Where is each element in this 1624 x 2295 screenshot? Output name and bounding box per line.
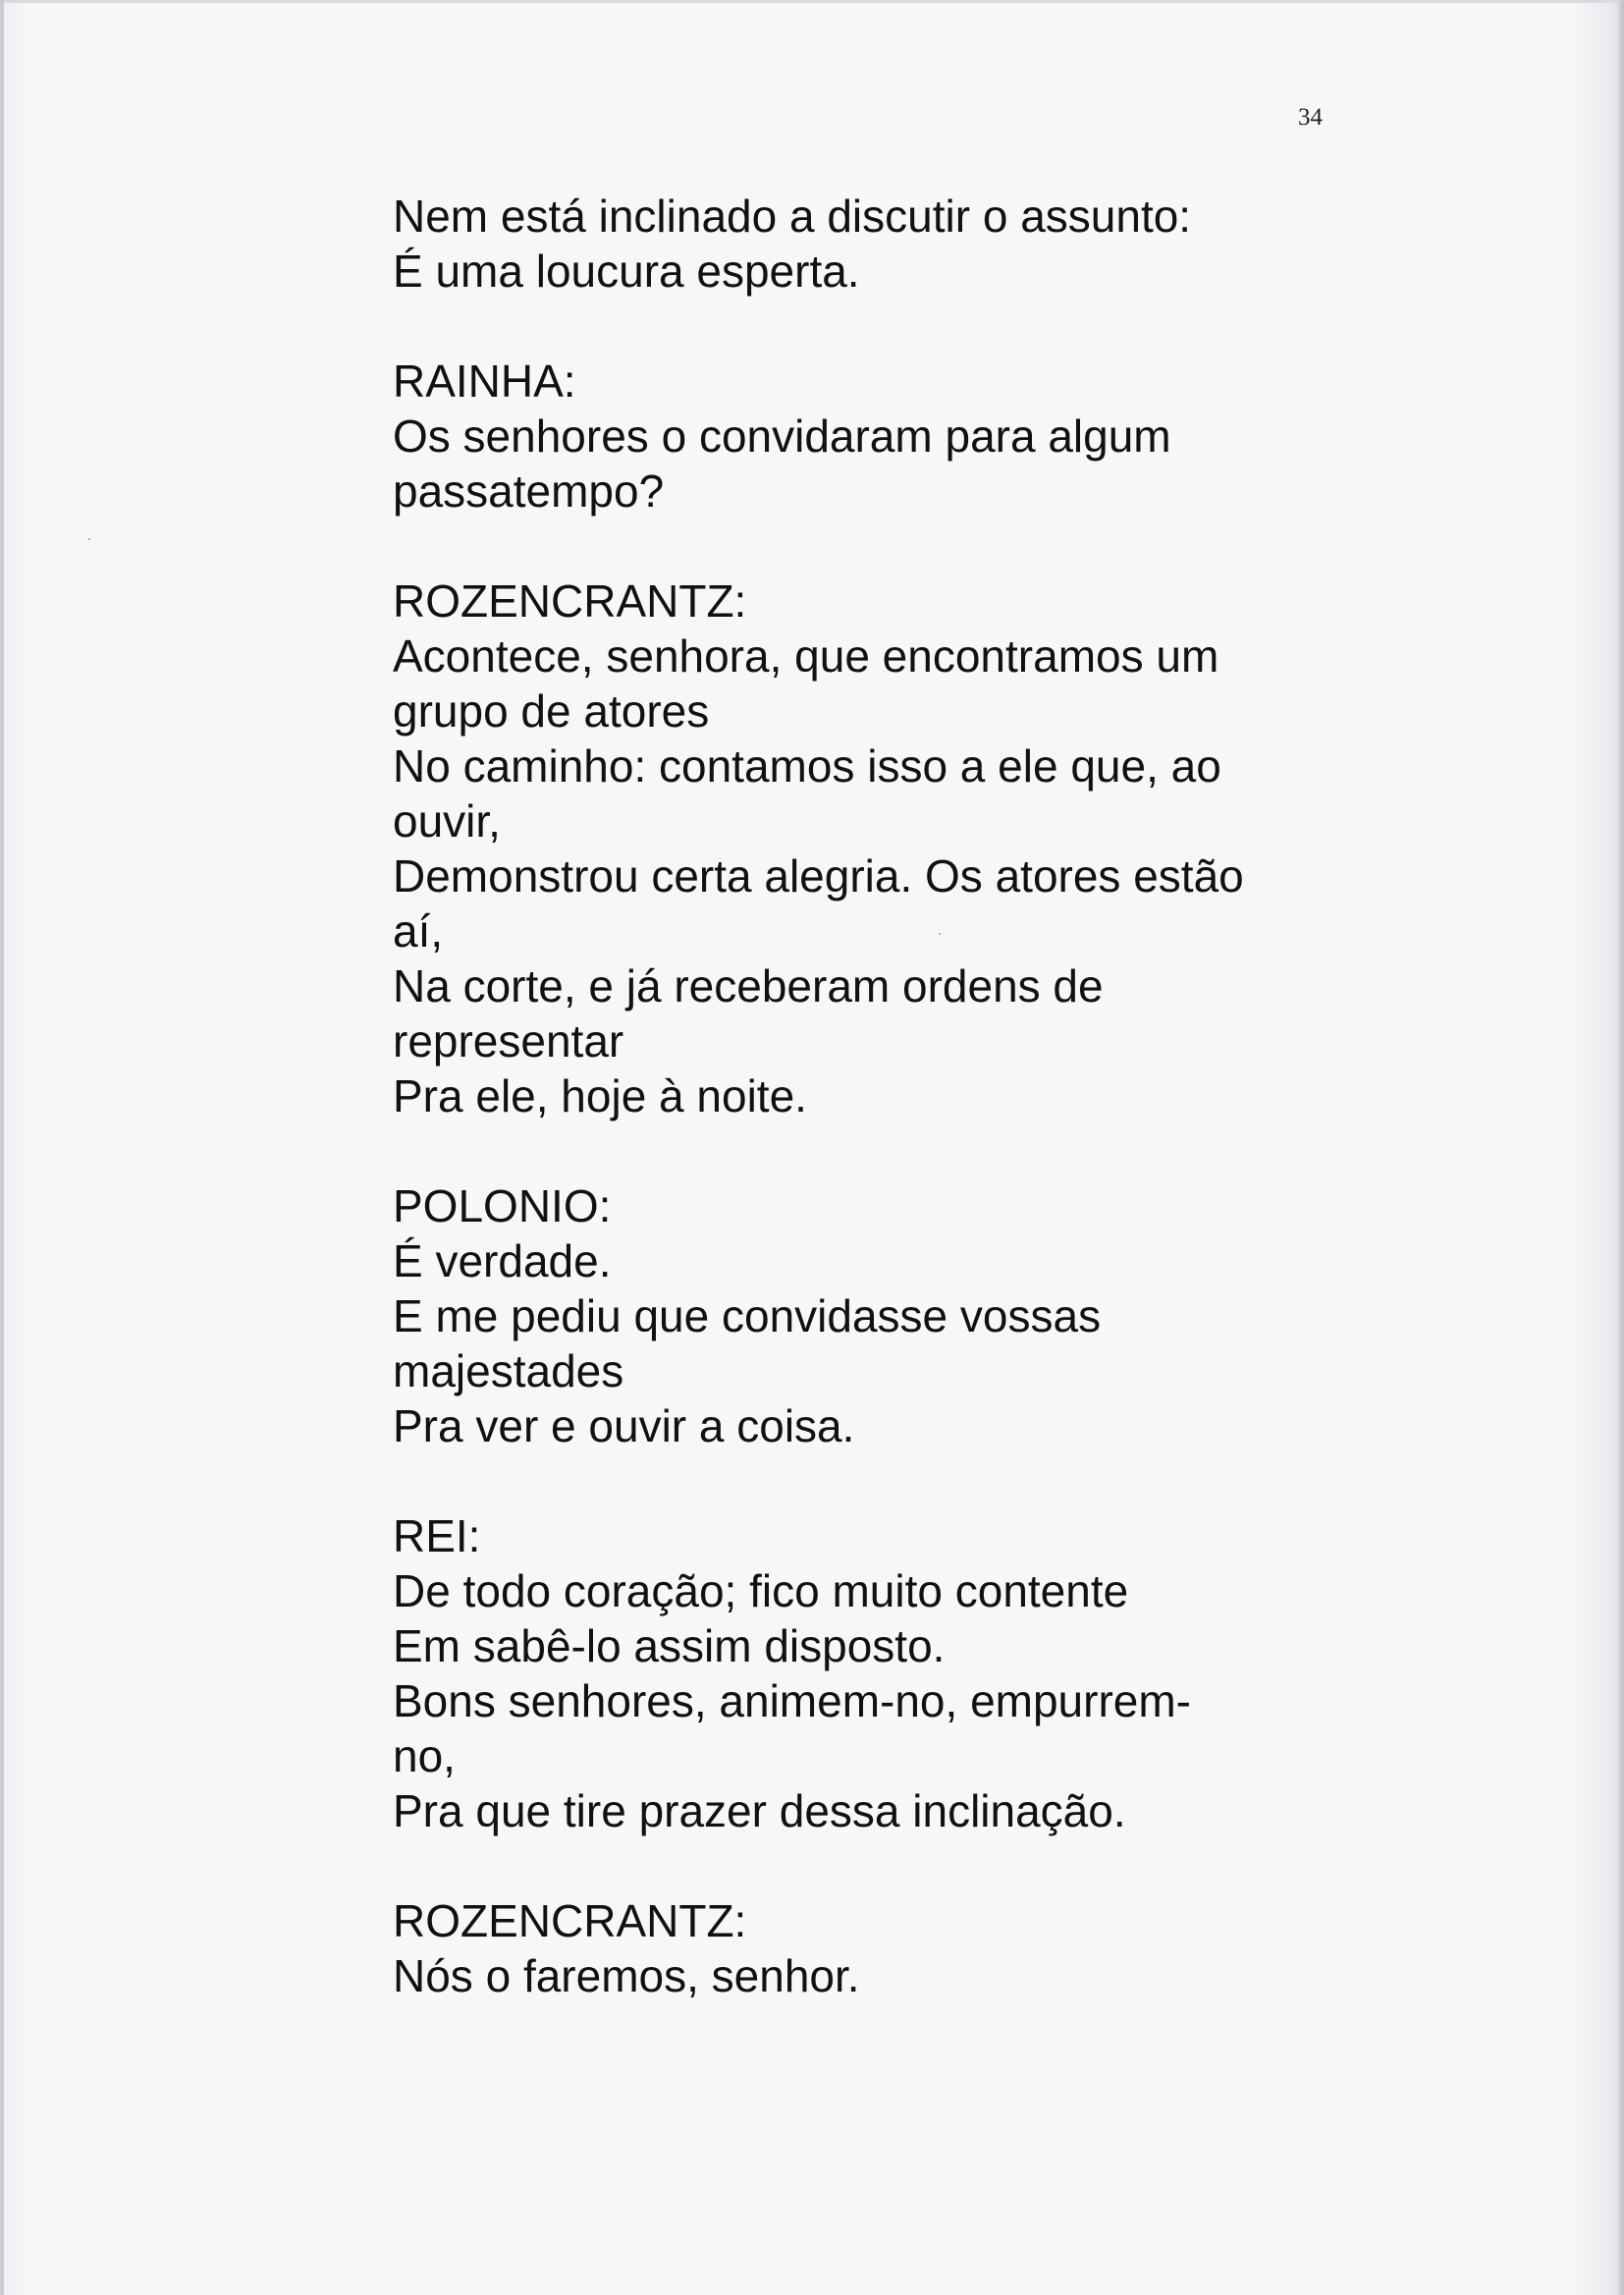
speech-polonio [393, 1178, 1335, 1453]
text-line: representar [393, 1015, 624, 1066]
page-top-edge [0, 0, 1624, 3]
text-line: Demonstrou certa alegria. Os atores estão [393, 850, 1244, 902]
page-right-edge [1618, 0, 1624, 2295]
text-line: ouvir, [393, 795, 501, 847]
text-line: passatempo? [393, 465, 665, 517]
page-number: 34 [1298, 104, 1323, 131]
text-line: no, [393, 1730, 456, 1781]
text-line: Os senhores o convidaram para algum [393, 410, 1171, 462]
text-line: É verdade. [393, 1235, 612, 1286]
text-line: É uma loucura esperta. [393, 246, 860, 297]
speech-rei [393, 1508, 1335, 1838]
text-line: Acontece, senhora, que encontramos um [393, 630, 1219, 682]
text-line: grupo de atores [393, 685, 710, 737]
speaker-name: REI: [393, 1510, 481, 1561]
scan-speck [88, 538, 90, 540]
text-line: Pra que tire prazer dessa inclinação. [393, 1785, 1126, 1836]
speaker-name: POLONIO: [393, 1180, 612, 1231]
opening-lines [393, 189, 1335, 299]
text-line: No caminho: contamos isso a ele que, ao [393, 740, 1221, 792]
speech-rainha [393, 354, 1335, 519]
speaker-name: RAINHA: [393, 355, 576, 407]
text-line: Bons senhores, animem-no, empurrem- [393, 1675, 1191, 1726]
text-line: Em sabê-lo assim disposto. [393, 1620, 946, 1671]
speech-rozencrantz [393, 574, 1335, 1123]
text-line: aí, [393, 905, 444, 956]
text-line: Pra ver e ouvir a coisa. [393, 1400, 855, 1451]
text-line: Nem está inclinado a discutir o assunto: [393, 191, 1192, 242]
text-line: Na corte, e já receberam ordens de [393, 960, 1104, 1011]
text-line: De todo coração; fico muito contente [393, 1565, 1129, 1616]
text-line: Pra ele, hoje à noite. [393, 1070, 807, 1121]
speaker-name: ROZENCRANTZ: [393, 575, 747, 627]
play-text [393, 189, 1335, 2058]
page-left-edge [0, 0, 4, 2295]
speaker-name: ROZENCRANTZ: [393, 1895, 747, 1946]
text-line: majestades [393, 1345, 624, 1396]
text-line: E me pediu que convidasse vossas [393, 1290, 1102, 1341]
speech-rozencrantz-2 [393, 1893, 1335, 2003]
text-line: Nós o faremos, senhor. [393, 1950, 860, 2001]
